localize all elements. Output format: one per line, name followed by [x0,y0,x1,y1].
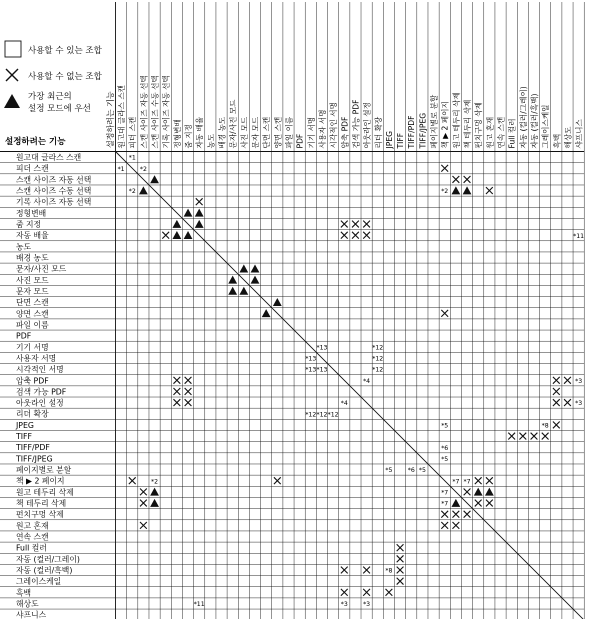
column-header: 스캔 사이즈 수동 선택 [150,75,160,149]
row-label: 사진 모드 [16,275,49,285]
cross-mark [441,310,448,317]
note-mark: *5 [385,467,393,475]
column-header: 원고 혼재 [485,116,495,149]
column-header: PDF [295,133,305,149]
note-mark: *12 [316,411,328,419]
cross-mark [486,500,493,507]
triangle-mark [451,499,460,507]
legend-impossible-label: 사용할 수 없는 조합 [28,72,102,82]
row-label: 스캔 사이즈 자동 선택 [16,175,92,185]
column-header: 자동 (컬러/그레이) [518,86,528,149]
note-mark: *7 [441,489,449,497]
note-mark: *11 [193,601,205,609]
row-label: TIFF/JPEG [16,454,53,464]
column-header: 기록 사이즈 자동 선택 [161,75,171,149]
column-header: 샤프니스 [574,119,584,149]
note-mark: *2 [139,165,147,173]
legend-possible-box-icon [5,41,21,57]
triangle-mark [172,231,181,239]
legend-priority-triangle-icon [4,94,20,108]
row-label: 펀치구멍 삭제 [16,510,64,520]
cross-mark [140,500,147,507]
note-mark: *13 [316,344,328,352]
row-label: 그레이스케일 [16,577,62,587]
column-header: 단면 스캔 [262,116,272,149]
row-label: 피더 스캔 [16,164,49,174]
note-mark: *6 [441,444,449,452]
row-label: 단면 스캔 [16,298,49,308]
note-mark: *5 [441,422,449,430]
row-label: 리더 확장 [16,409,49,419]
note-mark: *5 [441,456,449,463]
row-label: 책 테두리 삭제 [16,499,67,509]
cross-mark [553,422,560,429]
row-label: 사용자 서명 [16,353,57,363]
row-label: Full 컬러 [16,543,47,553]
cross-mark [553,388,560,395]
cross-mark [352,232,359,239]
triangle-mark [228,276,237,284]
row-labels [15,152,91,619]
column-header: 정형변배 [172,119,182,149]
cross-mark [464,488,471,495]
column-header: 페이지별로 분할 [429,94,439,149]
column-header: 리더 확장 [373,116,383,149]
column-header: 원고 테두리 삭제 [451,92,461,149]
column-header: TIFF/PDF [407,115,417,149]
column-header: 문자/사진 모드 [228,99,238,149]
cross-mark [341,221,348,228]
column-header: 책 ▶ 2 페이지 [440,101,450,149]
row-label: 검색 가능 PDF [16,387,67,397]
cross-mark [475,500,482,507]
cross-mark [486,477,493,484]
row-label: 페이지별로 분할 [16,465,72,475]
triangle-mark [172,220,181,228]
cross-mark [274,477,281,484]
triangle-mark [251,264,260,272]
row-label: 원고 테두리 삭제 [16,487,74,497]
legend-priority-label-line1: 가장 최근의 [28,92,72,102]
row-label: 문자/사진 모드 [16,264,67,274]
column-header: 기기 서명 [306,116,316,149]
cross-mark [553,399,560,406]
cross-mark [140,522,147,529]
triangle-mark [485,488,494,496]
cross-mark [386,589,393,596]
column-header: 스캔 사이즈 자동 선택 [139,75,149,149]
note-mark: *1 [128,154,136,162]
cross-mark [397,544,404,551]
triangle-mark [228,287,237,295]
triangle-mark [273,298,282,306]
row-label: 문자 모드 [16,286,49,296]
column-header: 책 테두리 삭제 [463,99,473,149]
note-mark: *3 [340,601,348,609]
triangle-mark [239,264,248,272]
note-mark: *3 [575,400,583,408]
triangle-mark [262,309,271,317]
cross-mark [464,176,471,183]
corner-label: 설정하려는 기능 [106,91,115,148]
cross-mark [363,221,370,228]
note-mark: *3 [575,377,583,385]
cross-mark [162,232,169,239]
cross-mark [397,555,404,562]
note-mark: *12 [372,355,384,363]
column-header: 흑백 [552,133,562,149]
column-header: 해상도 [563,126,573,149]
column-header: 사진 모드 [239,116,249,149]
cross-mark [542,433,549,440]
column-header: 자동 (컬러/흑백) [530,93,539,149]
legend [4,41,103,114]
note-mark: *7 [452,478,460,486]
row-label: 샤프니스 [16,610,47,619]
column-header: Full 컬러 [507,118,517,149]
column-header: 줌 지정 [184,124,194,149]
row-label: 양면 스캔 [16,309,49,319]
cross-mark [140,488,147,495]
row-label: 자동 배율 [16,231,49,241]
row-label: 흑백 [16,588,32,598]
row-label: 스캔 사이즈 수동 선택 [16,186,92,196]
note-mark: *6 [407,467,415,475]
note-mark: *2 [151,478,159,486]
column-header: 압축 PDF [340,116,350,149]
column-header: 배경 농도 [217,116,227,149]
note-mark: *7 [441,500,449,508]
cross-mark [452,511,459,518]
cross-mark [363,589,370,596]
note-mark: *3 [363,601,371,609]
cross-mark [352,221,359,228]
row-label: 기록 사이즈 자동 선택 [16,197,92,207]
triangle-mark [139,186,148,194]
triangle-mark [251,276,260,284]
column-header: 농도 [206,133,216,149]
row-label: 책 ▶ 2 페이지 [16,476,65,486]
triangle-mark [474,488,483,496]
column-header: JPEG [384,130,394,149]
row-label: 압축 PDF [16,376,49,386]
row-label: TIFF [16,432,33,442]
legend-priority-label-line2: 설정 모드에 우선 [28,104,91,114]
row-label: JPEG [16,420,34,430]
cross-mark [363,232,370,239]
cross-mark [129,477,136,484]
triangle-mark [184,209,193,217]
row-label: 시각적인 서명 [16,365,64,375]
row-header-label: 설정하려는 기능 [5,137,66,147]
row-label: 자동 (컬러/그레이) [16,554,80,564]
cross-mark [173,377,180,384]
note-mark: *12 [305,411,317,419]
row-label: 배경 농도 [16,253,49,263]
column-header: 문자 모드 [251,116,260,149]
note-mark: *4 [363,377,371,385]
column-header: 검색 가능 PDF [351,99,361,149]
note-mark: *11 [573,232,585,240]
column-header: 아웃라인 설정 [362,102,372,149]
row-label: 자동 (컬러/흑백) [16,565,73,575]
cross-mark [452,522,459,529]
column-header: 양면 스캔 [273,116,283,149]
matrix-marks [118,155,585,608]
column-header: 파일 이름 [284,116,294,149]
note-mark: *12 [372,344,384,352]
row-label: 농도 [16,242,32,252]
note-mark: *13 [316,366,328,374]
triangle-mark [195,220,204,228]
row-label: PDF [16,331,32,341]
cross-mark [196,198,203,205]
cross-mark [464,511,471,518]
cross-mark [564,399,571,406]
cross-mark [441,522,448,529]
cross-mark [508,433,515,440]
cross-mark [531,433,538,440]
triangle-mark [451,186,460,194]
note-mark: *13 [305,355,317,363]
row-label: 원고 혼재 [16,521,49,531]
column-header: 자동 배율 [195,116,205,149]
cross-mark [564,377,571,384]
row-label: 아웃라인 설정 [16,398,64,408]
cross-mark [397,578,404,585]
cross-mark [441,165,448,172]
row-label: TIFF/PDF [16,443,50,453]
cross-mark [341,567,348,574]
column-header: TIFF [396,132,406,149]
row-label: 줌 지정 [16,220,42,230]
triangle-mark [195,209,204,217]
column-header: 시각적인 서명 [329,102,339,149]
cross-mark [475,477,482,484]
cross-mark [185,399,192,406]
cross-mark [173,388,180,395]
note-mark: *8 [385,567,393,575]
row-label: 연속 스캔 [16,532,49,542]
triangle-mark [150,175,159,183]
row-label: 원고대 글라스 스캔 [16,153,82,163]
triangle-mark [150,488,159,496]
cross-mark [173,399,180,406]
note-mark: *5 [418,467,426,475]
note-mark: *7 [463,478,471,486]
cross-mark [519,433,526,440]
triangle-mark [463,186,472,194]
column-header: 사용자 서명 [317,109,327,149]
row-label: 해상도 [16,599,39,609]
column-header: 원고대 글라스 스캔 [117,84,127,149]
cross-mark [341,589,348,596]
note-mark: *2 [441,188,449,196]
column-header: 펀치구멍 삭제 [474,102,484,149]
column-header: TIFF/JPEG [418,112,428,149]
triangle-mark [184,231,193,239]
triangle-mark [150,499,159,507]
cross-mark [185,388,192,395]
cross-mark [441,511,448,518]
column-header: 피더 스캔 [128,116,138,149]
cross-mark [363,567,370,574]
note-mark: *8 [541,422,549,430]
column-header: 연속 스캔 [496,116,506,149]
legend-possible-label: 사용할 수 있는 조합 [28,46,102,56]
note-mark: *12 [372,366,384,374]
note-mark: *1 [117,165,125,173]
note-mark: *2 [128,188,136,196]
row-label: 기기 서명 [16,342,49,352]
cross-mark [486,187,493,194]
note-mark: *13 [305,366,317,374]
column-header: 그레이스케일 [541,104,551,149]
note-mark: *12 [327,411,339,419]
triangle-mark [239,287,248,295]
row-label: 정형변배 [16,208,47,218]
legend-impossible-cross-icon [6,69,18,81]
cross-mark [341,232,348,239]
note-mark: *4 [340,400,348,408]
matrix-grid [0,2,584,619]
cross-mark [553,377,560,384]
cross-mark [397,567,404,574]
row-label: 파일 이름 [16,320,49,330]
cross-mark [452,176,459,183]
cross-mark [185,377,192,384]
